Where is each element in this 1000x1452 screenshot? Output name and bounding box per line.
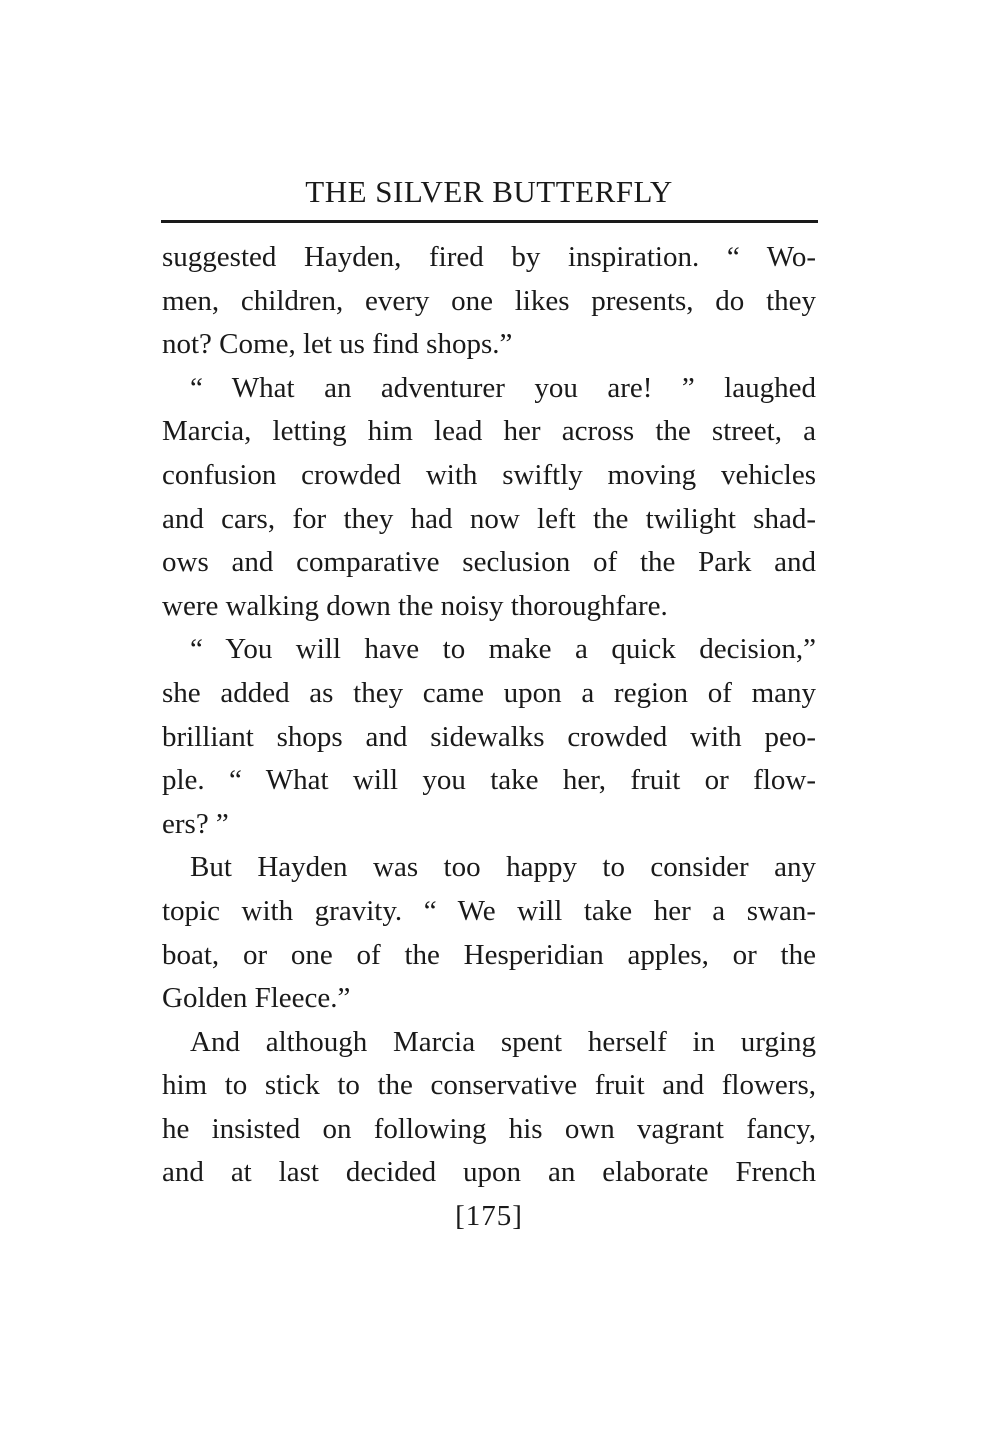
paragraph (162, 628, 816, 846)
text-line: he insisted on following his own vagrant fancy, (162, 1112, 816, 1145)
paragraph (162, 236, 816, 367)
text-line: But Hayden was too happy to consider any (190, 851, 816, 884)
paragraph (162, 846, 816, 1020)
text-line: “ You will have to make a quick decision,” (190, 633, 816, 666)
text-line: confusion crowded with swiftly moving vehicles (162, 458, 816, 491)
text-line: brilliant shops and sidewalks crowded with peo- (162, 720, 816, 753)
running-head: THE SILVER BUTTERFLY (305, 174, 673, 209)
text-line: and at last decided upon an elaborate French (162, 1156, 816, 1189)
text-line: ers? ” (162, 807, 229, 840)
text-line: not? Come, let us find shops.” (162, 328, 513, 361)
text-line: ows and comparative seclusion of the Park and (162, 546, 816, 579)
text-line: and cars, for they had now left the twilight shad- (162, 502, 816, 535)
text-line: him to stick to the conservative fruit and flowers, (162, 1069, 816, 1102)
text-line: “ What an adventurer you are! ” laughed (190, 371, 816, 404)
text-line: topic with gravity. “ We will take her a swan- (162, 894, 816, 927)
text-line: suggested Hayden, fired by inspiration. “ Wo- (162, 241, 816, 273)
text-line: And although Marcia spent herself in urging (190, 1025, 816, 1058)
text-line: she added as they came upon a region of many (162, 676, 816, 709)
body-text (162, 236, 816, 1195)
paragraph (162, 1021, 816, 1195)
text-line: Golden Fleece.” (162, 982, 351, 1015)
text-line: men, children, every one likes presents, do they (162, 284, 816, 317)
text-line: boat, or one of the Hesperidian apples, or the (162, 938, 816, 971)
text-line: Marcia, letting him lead her across the street, a (162, 415, 816, 448)
text-line: were walking down the noisy thoroughfare. (162, 589, 668, 622)
page-number: [175] (455, 1200, 523, 1232)
paragraph (162, 367, 816, 629)
text-line: ple. “ What will you take her, fruit or flow- (162, 764, 816, 797)
header-rule (161, 220, 818, 223)
